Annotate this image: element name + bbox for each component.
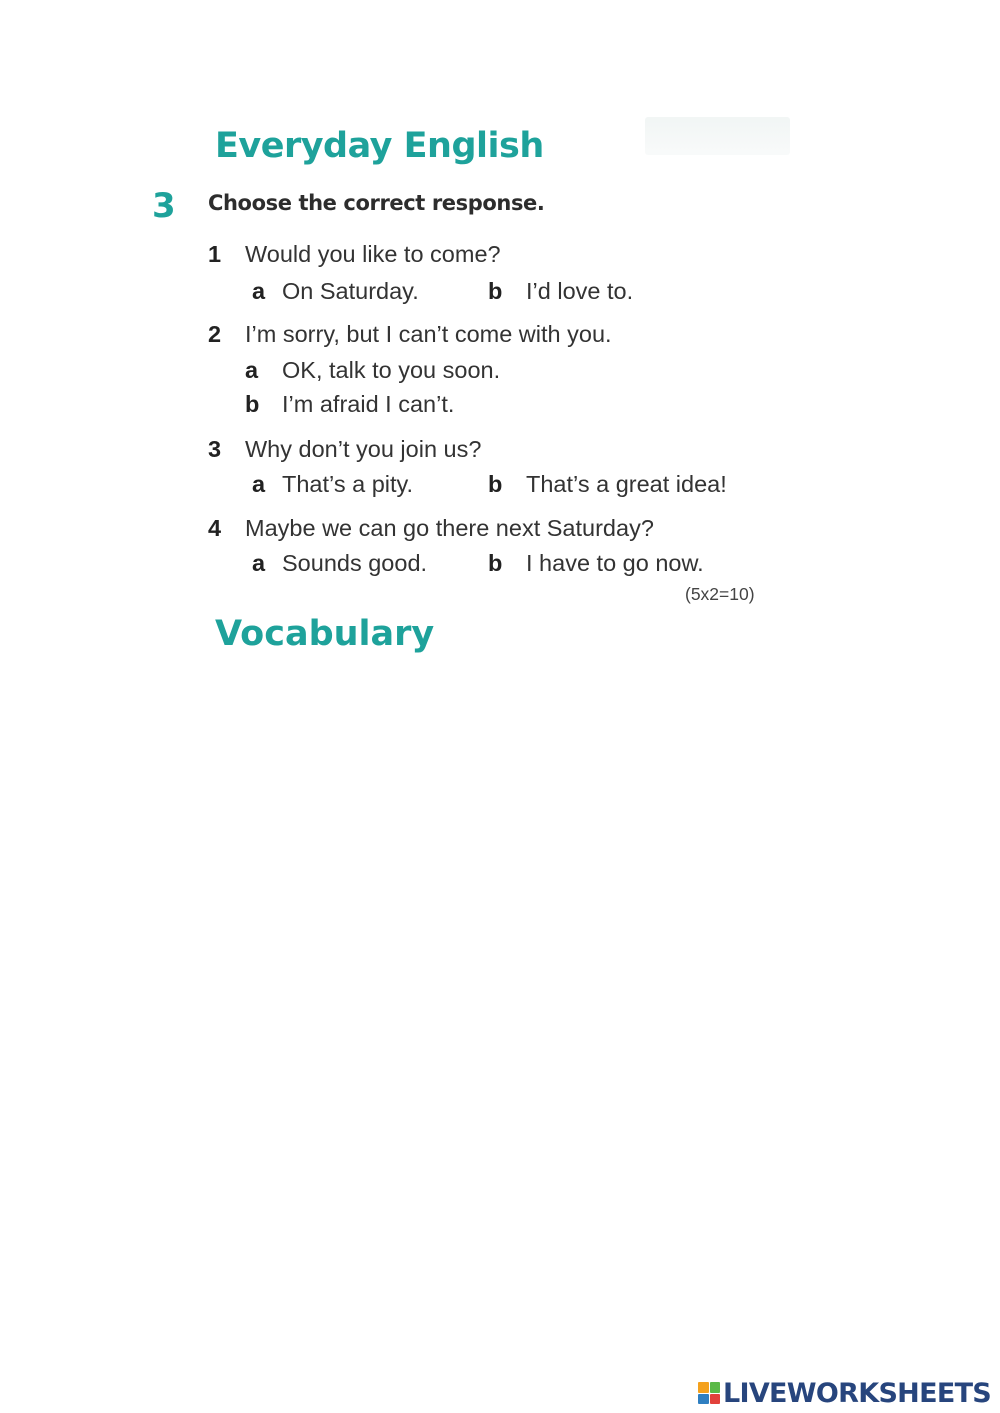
section-title: Everyday English <box>215 126 544 166</box>
option-text: OK, talk to you soon. <box>282 357 501 383</box>
option-letter: b <box>488 471 503 497</box>
option-2a[interactable] <box>245 357 500 384</box>
question-1 <box>208 241 501 268</box>
question-number: 2 <box>208 321 222 347</box>
question-text: Maybe we can go there next Saturday? <box>245 515 654 541</box>
option-4b[interactable] <box>488 550 704 577</box>
liveworksheets-logo-icon <box>698 1382 720 1404</box>
option-4a[interactable] <box>252 550 427 577</box>
score-note: (5x2=10) <box>685 584 755 604</box>
faint-header-box <box>645 117 790 155</box>
option-text: I have to go now. <box>526 550 704 576</box>
question-2 <box>208 321 612 348</box>
option-1a[interactable] <box>252 278 419 305</box>
liveworksheets-branding <box>698 1377 991 1409</box>
question-4 <box>208 515 654 542</box>
option-text: That’s a pity. <box>282 471 414 497</box>
option-letter: a <box>252 278 266 304</box>
question-3 <box>208 436 481 463</box>
option-letter: a <box>252 550 266 576</box>
option-text: I’m afraid I can’t. <box>282 391 455 417</box>
option-letter: a <box>245 357 259 383</box>
option-3a[interactable] <box>252 471 413 498</box>
next-section-title: Vocabulary <box>215 614 435 654</box>
option-1b[interactable] <box>488 278 633 305</box>
option-text: I’d love to. <box>526 278 634 304</box>
question-number: 1 <box>208 241 222 267</box>
exercise-instruction: Choose the correct response. <box>208 191 545 215</box>
worksheet <box>148 90 798 654</box>
question-text: I’m sorry, but I can’t come with you. <box>245 321 612 347</box>
option-letter: b <box>488 550 503 576</box>
exercise-number: 3 <box>152 186 176 226</box>
question-number: 3 <box>208 436 222 462</box>
brand-name: LIVEWORKSHEETS <box>723 1377 992 1409</box>
option-text: Sounds good. <box>282 550 428 576</box>
question-text: Would you like to come? <box>245 241 501 267</box>
question-text: Why don’t you join us? <box>245 436 482 462</box>
option-letter: b <box>488 278 503 304</box>
option-letter: b <box>245 391 260 417</box>
option-letter: a <box>252 471 266 497</box>
question-number: 4 <box>208 515 222 541</box>
option-text: On Saturday. <box>282 278 419 304</box>
option-2b[interactable] <box>245 391 454 418</box>
option-text: That’s a great idea! <box>526 471 727 497</box>
option-3b[interactable] <box>488 471 727 498</box>
